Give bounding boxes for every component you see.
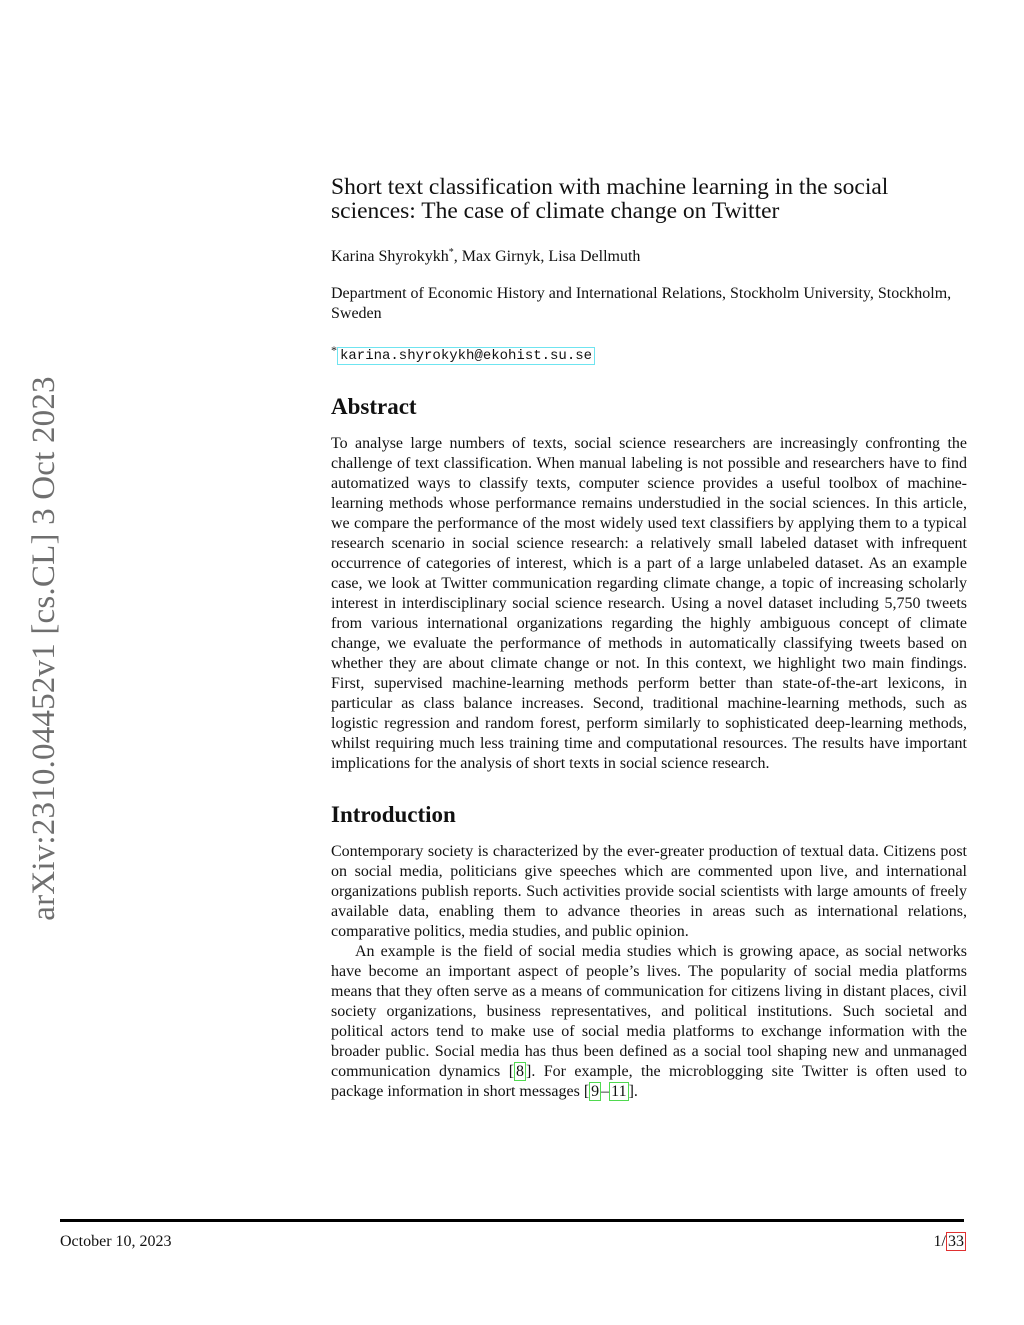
abstract-text: To analyse large numbers of texts, social science researchers are increasingly confronting the challenge of text classification. When manual labeling is not possible and researchers have to find automatized ways to classify texts, computer science provides a useful toolbox of machine-learning methods whose performance remains understudied in the social sciences. In this article, we compare the performance of the most widely used text classifiers by applying them to a typical research scenario in social science research: a relatively small labeled dataset with infrequent occurrence of categories of interest, which is a part of a large unlabeled dataset. As an example case, we look at Twitter communication regarding climate change, a topic of increasing scholarly interest in interdisciplinary social science research. Using a novel dataset including 5,750 tweets from various international organizations regarding the highly ambiguous concept of climate change, we evaluate the performance of methods in automatically classifying tweets based on whether they are about climate change or not. In this context, we highlight two main findings. First, supervised machine-learning methods perform better than state-of-the-art lexicons, in particular as class balance increases. Second, traditional machine-learning methods, such as logistic regression and random forest, perform similarly to sophisticated deep-learning methods, whilst requiring much less training time and computational resources. The results have important implications for the analysis of short texts in social science research. bbox=[331, 435, 967, 772]
author-list bbox=[331, 243, 967, 267]
citation-link-9[interactable]: 9 bbox=[591, 1083, 600, 1100]
abstract-heading: Abstract bbox=[331, 394, 417, 419]
page-current: 1/ bbox=[933, 1233, 946, 1250]
citation-link-8[interactable]: 8 bbox=[516, 1063, 525, 1080]
contact-email-line bbox=[331, 340, 967, 366]
author-first: Karina Shyrokykh bbox=[331, 248, 449, 265]
author-rest: , Max Girnyk, Lisa Dellmuth bbox=[453, 248, 641, 265]
email-link[interactable]: karina.shyrokykh@ekohist.su.se bbox=[337, 347, 595, 365]
page-number bbox=[934, 1233, 966, 1251]
footer-divider bbox=[60, 1219, 964, 1222]
intro-paragraph-1: Contemporary society is characterized by the ever-greater production of textual data. Citizens post on social media, politicians give speeches which are commented upon live, and international organizations publish reports. Such activities provide social scientists with large amounts of freely available data, enabling them to advance theories in areas such as international relations, comparative politics, media studies, and public opinion. bbox=[331, 843, 967, 940]
arxiv-id-text: arXiv:2310.04452v1 [cs.CL] 3 Oct 2023 bbox=[25, 375, 62, 921]
intro-p2-part-a: An example is the field of social media studies which is growing apace, as social networks have become an important aspect of people’s lives. The popularity of social media platforms means that they often serve as a means of communication for citizens living in distant places, civil society organizations, business representatives, and political institutions. Such societal and political actors tend to make use of social media platforms to exchange information with the broader public. Social media has thus been defined as a social tool shaping new and unmanaged communication dynamics bbox=[331, 943, 967, 1080]
paper-title: Short text classification with machine learning in the social sciences: The case of climate change on Twitter bbox=[331, 174, 889, 224]
citation-link-11[interactable]: 11 bbox=[611, 1083, 627, 1100]
corresponding-mark: * bbox=[448, 247, 454, 258]
intro-p2-part-c: . bbox=[633, 1083, 638, 1100]
footer-date: October 10, 2023 bbox=[60, 1233, 172, 1250]
paper-body bbox=[331, 175, 967, 1102]
intro-paragraph-2: An example is the field of social media studies which is growing apace, as social networks have become an important aspect of people’s lives. The popularity of social media platforms means that they often serve as a means of communication for citizens living in distant places, civil society organizations, business representatives, and political institutions. Such societal and political actors tend to make use of social media platforms to exchange information with the broader public. Social media has thus been defined as a social tool shaping new and unmanaged communication dynamics [ 8 ]. For example, the microblogging site Twitter is often used to package information in short messages [ 9 – 11 ]. bbox=[331, 943, 967, 1100]
affiliation: Department of Economic History and International Relations, Stockholm University, Stockholm, Sweden bbox=[331, 285, 952, 322]
citation-range-dash: – bbox=[601, 1083, 610, 1100]
email-mark: * bbox=[331, 343, 337, 357]
intro-p2-part-b: . For example, the microblogging site Twitter is often used to package information in short messages bbox=[331, 1063, 967, 1100]
total-pages-link[interactable]: 33 bbox=[948, 1233, 964, 1250]
introduction-heading: Introduction bbox=[331, 802, 456, 827]
arxiv-identifier-stamp bbox=[14, 368, 74, 928]
